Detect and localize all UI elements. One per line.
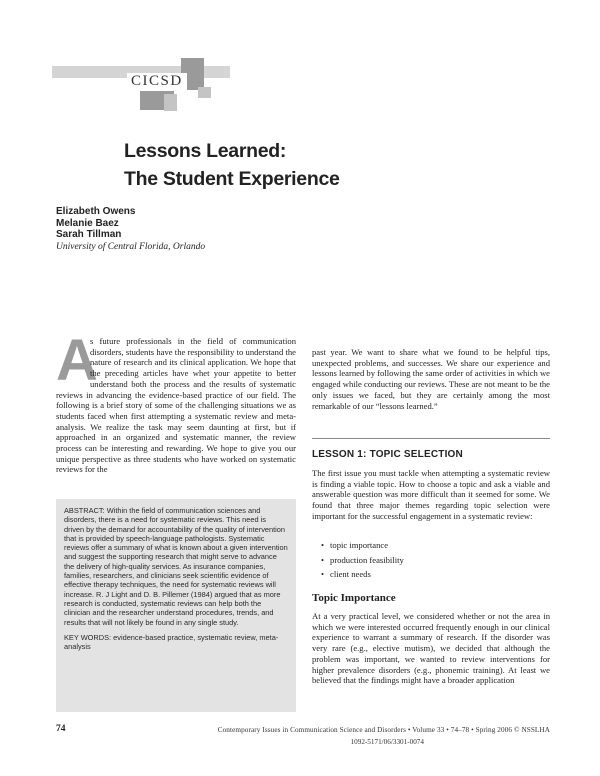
- bullet-item: • production feasibility: [321, 553, 404, 568]
- keywords-text: KEY WORDS: evidence-based practice, systematic review, meta-analysis: [64, 632, 279, 652]
- intro-text: s future professionals in the field of communication disorders, students have the responsibility to understand the nature of research and its clinical application. We hope that the preceding articles have whet your appetite to better understand both the process and the results of systematic reviews in advancing the evidence-based practice of our field. The following is a brief story of some of the challenging situations we as students faced when first attempting a systematic review and meta-analysis. We realize the task may seem daunting at first, but if approached in an organized and systematic manner, the review process can be interesting and rewarding. We hope to give you our unique perspective as three students who have worked on systematic reviews for the: [56, 336, 296, 475]
- bullet-item: • client needs: [321, 567, 404, 582]
- bullet-list: [321, 538, 404, 582]
- author-list: [56, 206, 135, 241]
- bullet-item: • topic importance: [321, 538, 404, 553]
- issn: 1092-5171/06/3301-0074: [350, 738, 424, 746]
- article-title: [124, 137, 424, 193]
- page-number: 74: [56, 724, 66, 734]
- logo-square-small: [198, 87, 211, 98]
- title-line-1: Lessons Learned:: [124, 140, 287, 162]
- author-name: Elizabeth Owens: [56, 206, 136, 217]
- journal-logo-text: CICSD: [127, 73, 187, 90]
- drop-cap: A: [56, 328, 98, 393]
- section-divider: [312, 438, 550, 439]
- subsection-heading: Topic Importance: [312, 592, 396, 604]
- intro-continued: past year. We want to share what we found to be helpful tips, unexpected problems, and successes. We share our experience and lessons learned by following the same order of activities in which we engaged while conducting our reviews. These are not meant to be the only issues we faced, but they are certainly among the most remarkable of our “lessons learned.”: [312, 347, 550, 411]
- abstract-text: ABSTRACT: Within the field of communication sciences and disorders, there is a need for systematic reviews. This need is driven by the demand for accountability of the quality of intervention that is provided by speech-language pathologists. Systematic reviews offer a summary of what is known about a given intervention and suggest the supporting research that might serve to advance the delivery of high-quality services. As insurance companies, families, researchers, and clinicians seek scientific evidence of effective therapy techniques, the need for systematic reviews will increase. R. J Light and D. B. Pillemer (1984) argued that as more research is conducted, systematic reviews can help both the clinician and the researcher understand procedures, trends, and results that will not likely be found in any single study.: [64, 506, 288, 627]
- logo-square-low: [164, 94, 177, 111]
- author-name: Sarah Tillman: [56, 229, 122, 240]
- intro-paragraph: [56, 328, 296, 475]
- subsection-text: At a very practical level, we considered whether or not the area in which we were interested occurred frequently enough in our clinical experience to warrant a summary of research. If the disorder was very rare (e.g., elective mutism), we decided that although the problem was important, we wanted to review interventions for higher prevalence disorders (e.g., phonemic training). At least we believed that the findings might have a broader application: [312, 611, 550, 686]
- abstract-box: [56, 499, 296, 712]
- author-affiliation: University of Central Florida, Orlando: [56, 242, 206, 252]
- journal-citation: Contemporary Issues in Communication Science and Disorders • Volume 33 • 74–78 • Spring 2006 © NSSLHA: [217, 726, 550, 734]
- author-name: Melanie Baez: [56, 217, 119, 229]
- title-line-2: The Student Experience: [124, 168, 340, 190]
- section-text: The first issue you must tackle when attempting a systematic review is finding a viable topic. How to choose a topic and ask a viable and answerable question was more difficult than it seemed for some. We found that three major themes regarding topic selection were important for the successful engagement in a systematic review:: [312, 468, 550, 521]
- section-heading: LESSON 1: TOPIC SELECTION: [312, 449, 463, 460]
